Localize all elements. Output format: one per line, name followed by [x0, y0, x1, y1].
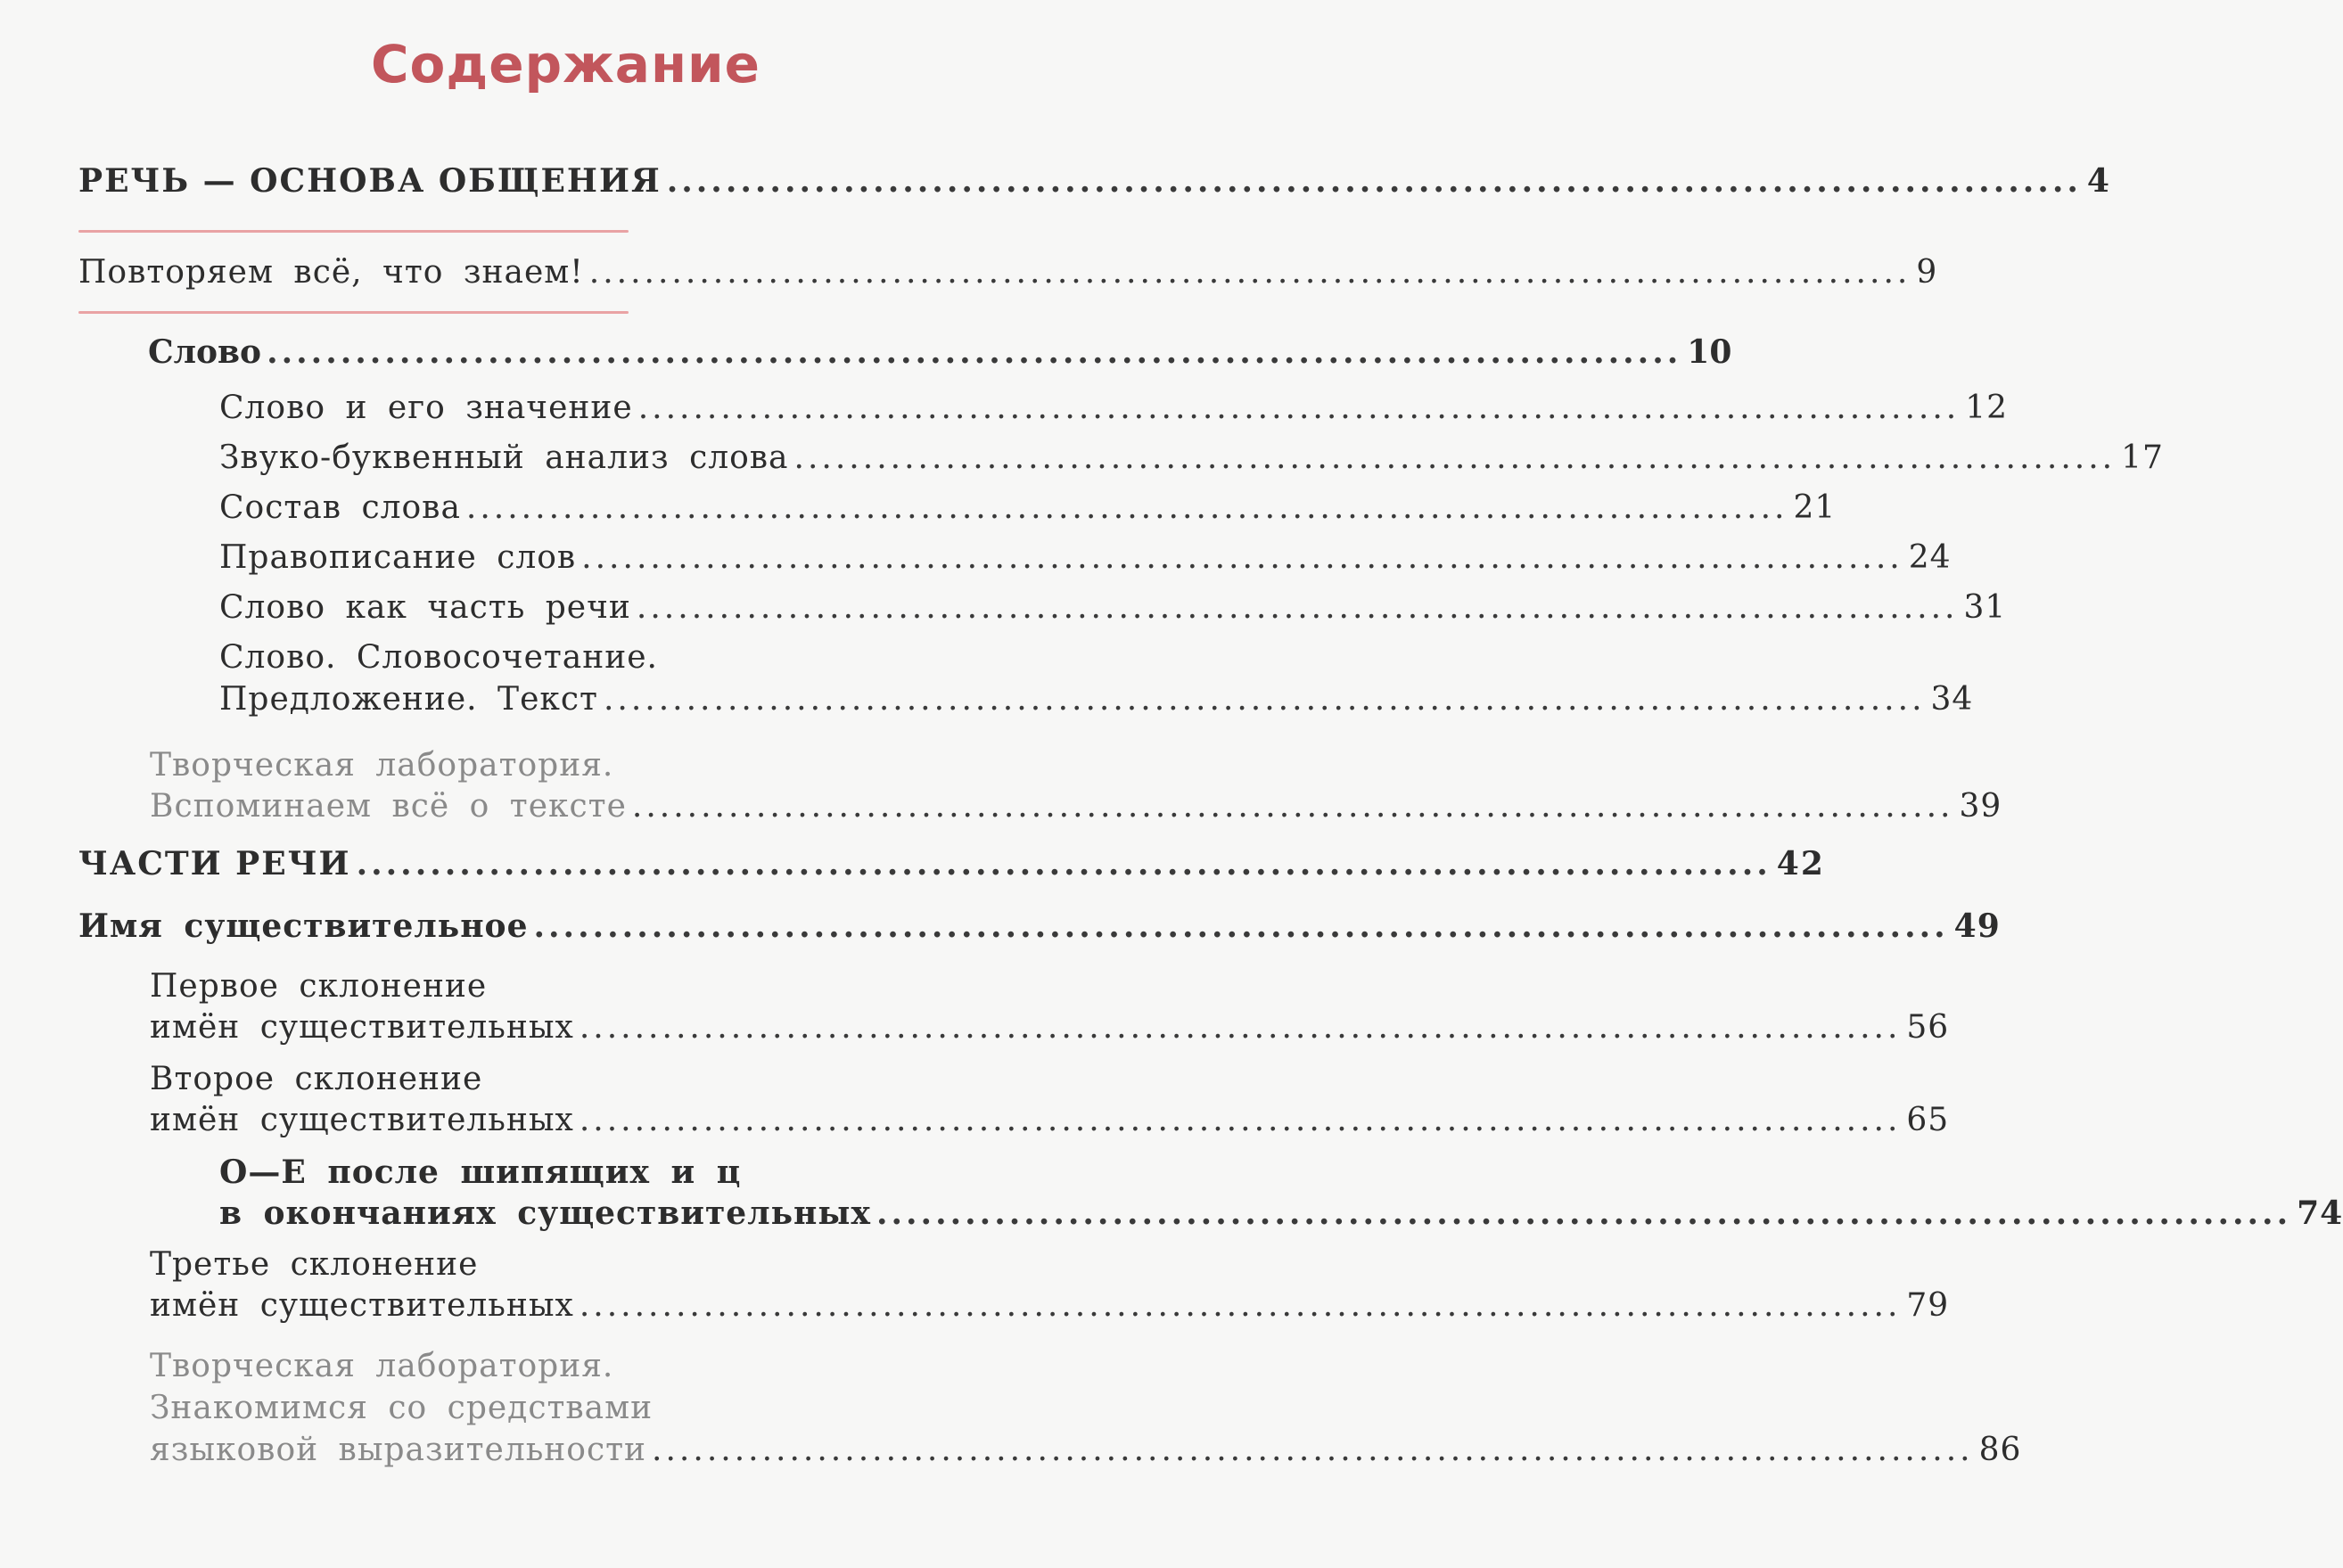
rule-letters: О—Е	[219, 1153, 307, 1191]
toc-page: 24	[1908, 539, 1952, 576]
toc-label: Состав слова	[219, 489, 461, 526]
toc-entry-oe-rule[interactable]	[219, 1191, 2343, 1236]
toc-page: 79	[1906, 1287, 1950, 1324]
leader-dots: ................................................................................................	[579, 1287, 1902, 1324]
toc-entry-line: Знакомимся со средствами	[150, 1390, 654, 1426]
toc-page: 56	[1906, 1009, 1950, 1046]
toc-label: имён существительных	[150, 1009, 574, 1046]
toc-label: Правописание слов	[219, 539, 577, 576]
leader-dots: ................................................................................................	[356, 845, 1772, 883]
toc-entry-line: Слово. Словосочетание.	[219, 639, 659, 676]
toc-page: 42	[1776, 845, 1825, 883]
rule-text: после шипящих и	[327, 1153, 696, 1191]
leader-dots: ................................................................................................	[666, 162, 2082, 200]
toc-entry-lab-text[interactable]	[150, 784, 2002, 829]
leader-dots: ................................................................................................	[637, 390, 1961, 426]
toc-page: 10	[1687, 333, 1732, 371]
toc-entry-word[interactable]	[148, 330, 1732, 374]
toc-page: 21	[1793, 489, 1837, 526]
toc-entry-repeat[interactable]	[78, 250, 1938, 295]
toc-label: языковой выразительности	[150, 1432, 647, 1468]
leader-dots: ................................................................................................	[579, 1009, 1902, 1046]
toc-entry-lab-expression[interactable]	[150, 1428, 2022, 1473]
toc-entry-composition[interactable]	[219, 486, 1837, 530]
leader-dots: ................................................................................................	[603, 681, 1926, 718]
toc-entry-line: Второе склонение	[150, 1061, 483, 1097]
toc-page: 12	[1965, 390, 2009, 426]
leader-dots: ................................................................................................	[652, 1432, 1974, 1468]
toc-page: 65	[1906, 1102, 1950, 1138]
toc-page: 17	[2121, 439, 2164, 476]
rule-letter: ц	[716, 1153, 742, 1191]
toc-entry-second-declension[interactable]	[150, 1098, 1950, 1143]
leader-dots: ................................................................................................	[636, 589, 1959, 626]
toc-label: Звуко-буквенный анализ слова	[219, 439, 789, 476]
toc-entry-part-of-speech[interactable]	[219, 586, 2007, 630]
leader-dots: ................................................................................................	[465, 489, 1788, 526]
toc-entry-line: Третье склонение	[150, 1246, 479, 1283]
toc-label: Слово и его значение	[219, 390, 633, 426]
toc-page: 31	[1963, 589, 2007, 626]
toc-label: Имя существительное	[78, 907, 529, 945]
toc-entry-parts-of-speech[interactable]	[78, 841, 1825, 886]
toc-label: Слово	[148, 333, 262, 371]
leader-dots: ................................................................................................	[588, 254, 1911, 291]
toc-label: Слово как часть речи	[219, 589, 631, 626]
toc-entry-line: Первое склонение	[150, 968, 488, 1005]
toc-page: 49	[1953, 907, 2001, 945]
toc-entry-third-declension[interactable]	[150, 1284, 1950, 1328]
toc-label: Вспоминаем всё о тексте	[150, 788, 627, 825]
toc-page: 74	[2297, 1194, 2343, 1232]
divider-rule	[78, 230, 629, 233]
toc-entry-spelling[interactable]	[219, 536, 1952, 580]
toc-label: Предложение. Текст	[219, 681, 598, 718]
toc-entry-line: Творческая лаборатория.	[150, 1348, 614, 1384]
toc-entry-word-meaning[interactable]	[219, 386, 2009, 431]
toc-entry-first-declension[interactable]	[150, 1006, 1950, 1050]
toc-page: 39	[1959, 788, 2002, 825]
divider-rule	[78, 311, 629, 314]
toc-page: 86	[1978, 1432, 2022, 1468]
leader-dots: ................................................................................................	[267, 333, 1682, 371]
leader-dots: ................................................................................................	[631, 788, 1954, 825]
leader-dots: ................................................................................................	[581, 539, 1903, 576]
toc-entry-sound-letter[interactable]	[219, 436, 2164, 480]
toc-label: ЧАСТИ РЕЧИ	[78, 845, 351, 883]
toc-entry-line	[219, 1150, 741, 1194]
leader-dots: ................................................................................................	[793, 439, 2117, 476]
page-title: Содержание	[370, 34, 760, 94]
leader-dots: ................................................................................................	[876, 1194, 2292, 1232]
toc-page: 4	[2086, 162, 2111, 200]
toc-label: Повторяем всё, что знаем!	[78, 254, 584, 291]
toc-entry-speech[interactable]	[78, 159, 2111, 203]
toc-label: имён существительных	[150, 1102, 574, 1138]
leader-dots: ................................................................................................	[533, 907, 1949, 945]
toc-entry-noun[interactable]	[78, 904, 2001, 948]
toc-entry-word-sentence[interactable]	[219, 677, 1974, 722]
toc-page: 9	[1916, 254, 1938, 291]
toc-label: имён существительных	[150, 1287, 574, 1324]
toc-entry-line: Творческая лаборатория.	[150, 747, 614, 784]
leader-dots: ................................................................................................	[579, 1102, 1902, 1138]
toc-page: 34	[1930, 681, 1974, 718]
toc-label: в окончаниях существительных	[219, 1194, 871, 1232]
toc-label: РЕЧЬ — ОСНОВА ОБЩЕНИЯ	[78, 162, 662, 200]
